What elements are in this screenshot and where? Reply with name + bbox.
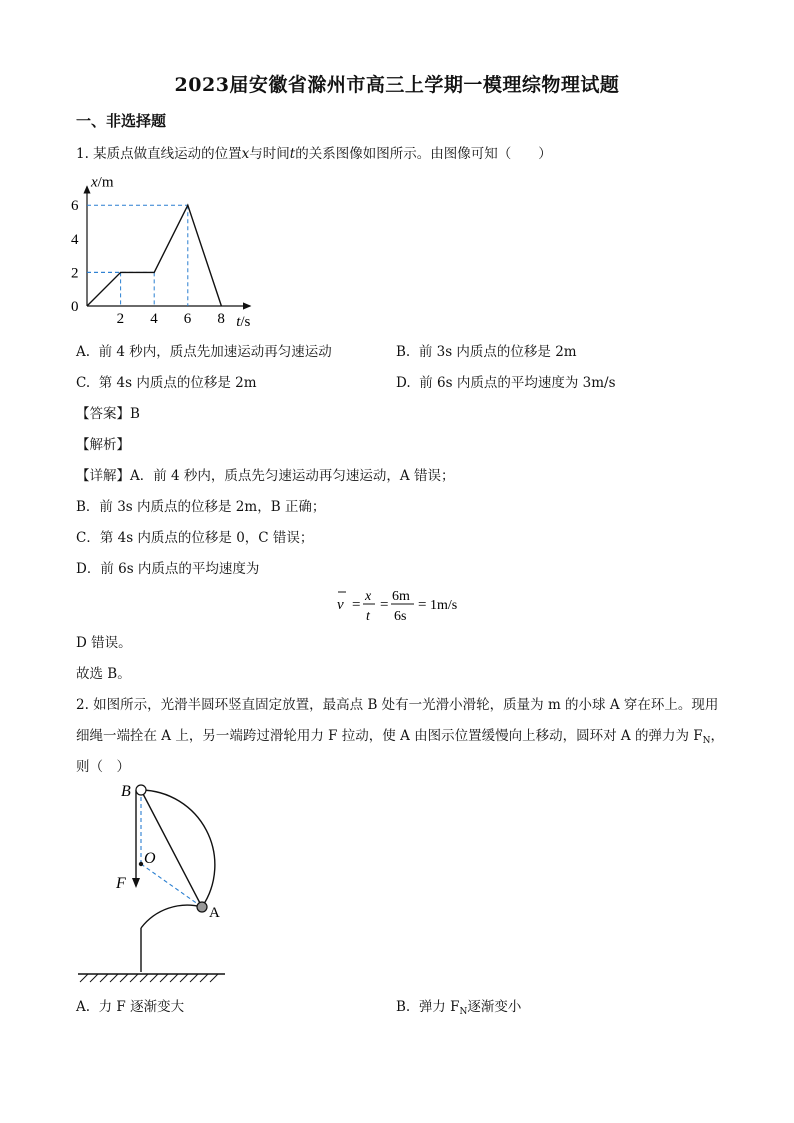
q1-choose: 故选 B。 (76, 666, 131, 682)
formula-result: 1m/s (430, 598, 458, 613)
formula-t: t (366, 609, 370, 624)
q1-xt-graph (60, 168, 280, 328)
q1-option-b[interactable]: B. 前 3s 内质点的位移是 2m (396, 344, 577, 360)
rope-ba (141, 790, 202, 907)
dashed-radius-oa (141, 864, 202, 907)
q1-analysis-heading: 【解析】 (76, 437, 130, 453)
q1-var-t: t (289, 146, 296, 162)
formula-x: x (365, 589, 372, 604)
series-line (87, 205, 221, 306)
q1-detail-a: 【详解】A．前 4 秒内，质点先匀速运动再匀速运动，A 错误； (76, 468, 455, 484)
q2-semicircle-figure (70, 778, 250, 988)
y-tick-6: 6 (71, 198, 79, 215)
q1-option-a[interactable]: A. 前 4 秒内，质点先加速运动再匀速运动 (76, 344, 332, 360)
q1-detail-c: C．第 4s 内质点的位移是 0，C 错误； (76, 530, 314, 546)
formula-equals-3: = (418, 597, 427, 613)
q1-average-velocity-formula (330, 583, 480, 627)
page-title: 2023届安徽省滁州市高三上学期一模理综物理试题 (174, 74, 620, 96)
x-tick-8: 8 (217, 311, 225, 327)
y-axis-label: x/m (91, 174, 114, 191)
q1-option-d[interactable]: D. 前 6s 内质点的平均速度为 3m/s (396, 375, 616, 391)
q1-detail-d: D．前 6s 内质点的平均速度为 (76, 561, 260, 577)
x-tick-6: 6 (183, 311, 192, 327)
force-f-arrow-icon (132, 878, 140, 888)
q2-stem-line-2: 细绳一端拴在 A 上，另一端跨过滑轮用力 F 拉动，使 A 由图示位置缓慢向上移动，圆环对 A 的弹力为 $F_N$， (76, 728, 724, 746)
q2-stem-line-3: 则（ ） (76, 759, 130, 775)
label-o: O (144, 850, 156, 867)
formula-den: 6s (394, 609, 407, 624)
q1-stem-part-a: 1. 某质点做直线运动的位置 (76, 146, 242, 162)
pulley-b (136, 785, 146, 795)
x-tick-2: 2 (116, 311, 125, 327)
label-a: A (209, 905, 220, 921)
q1-stem-part-b: 与时间 (249, 146, 290, 162)
ball-a (197, 902, 207, 912)
center-o (139, 862, 143, 866)
formula-equals-2: = (380, 597, 389, 613)
support-arc (141, 905, 202, 928)
x-tick-4: 4 (150, 311, 158, 327)
y-tick-2: 2 (71, 265, 79, 282)
label-b: B (121, 783, 131, 800)
q1-detail-b: B．前 3s 内质点的位移是 2m，B 正确； (76, 499, 326, 515)
q1-stem (76, 142, 552, 162)
origin-label: 0 (71, 299, 79, 315)
q2-stem-line-1: 2. 如图所示，光滑半圆环竖直固定放置，最高点 B 处有一光滑小滑轮，质量为 m 的小球 A 穿在环上。现用 (76, 697, 719, 713)
q1-stem-part-c: 的关系图像如图所示。由图像可知（ ） (295, 146, 552, 162)
formula-num: 6m (392, 589, 410, 604)
q1-answer: 【答案】B (76, 406, 140, 422)
label-f: F (116, 875, 126, 892)
formula-equals-1: = (352, 597, 361, 613)
q1-option-c[interactable]: C. 第 4s 内质点的位移是 2m (76, 375, 257, 391)
q2-option-a[interactable]: A. 力 F 逐渐变大 (76, 999, 185, 1015)
formula-v-bar: v (337, 597, 344, 613)
y-tick-4: 4 (71, 231, 79, 248)
ground-hatching (80, 974, 218, 982)
x-axis-label: t/s (236, 314, 251, 328)
q2-option-b[interactable]: B. 弹力 $F_N$逐渐变小 (396, 999, 522, 1017)
q1-var-x: x (241, 146, 250, 162)
q1-conclusion: D 错误。 (76, 635, 132, 651)
section-heading: 一、非选择题 (76, 112, 167, 130)
